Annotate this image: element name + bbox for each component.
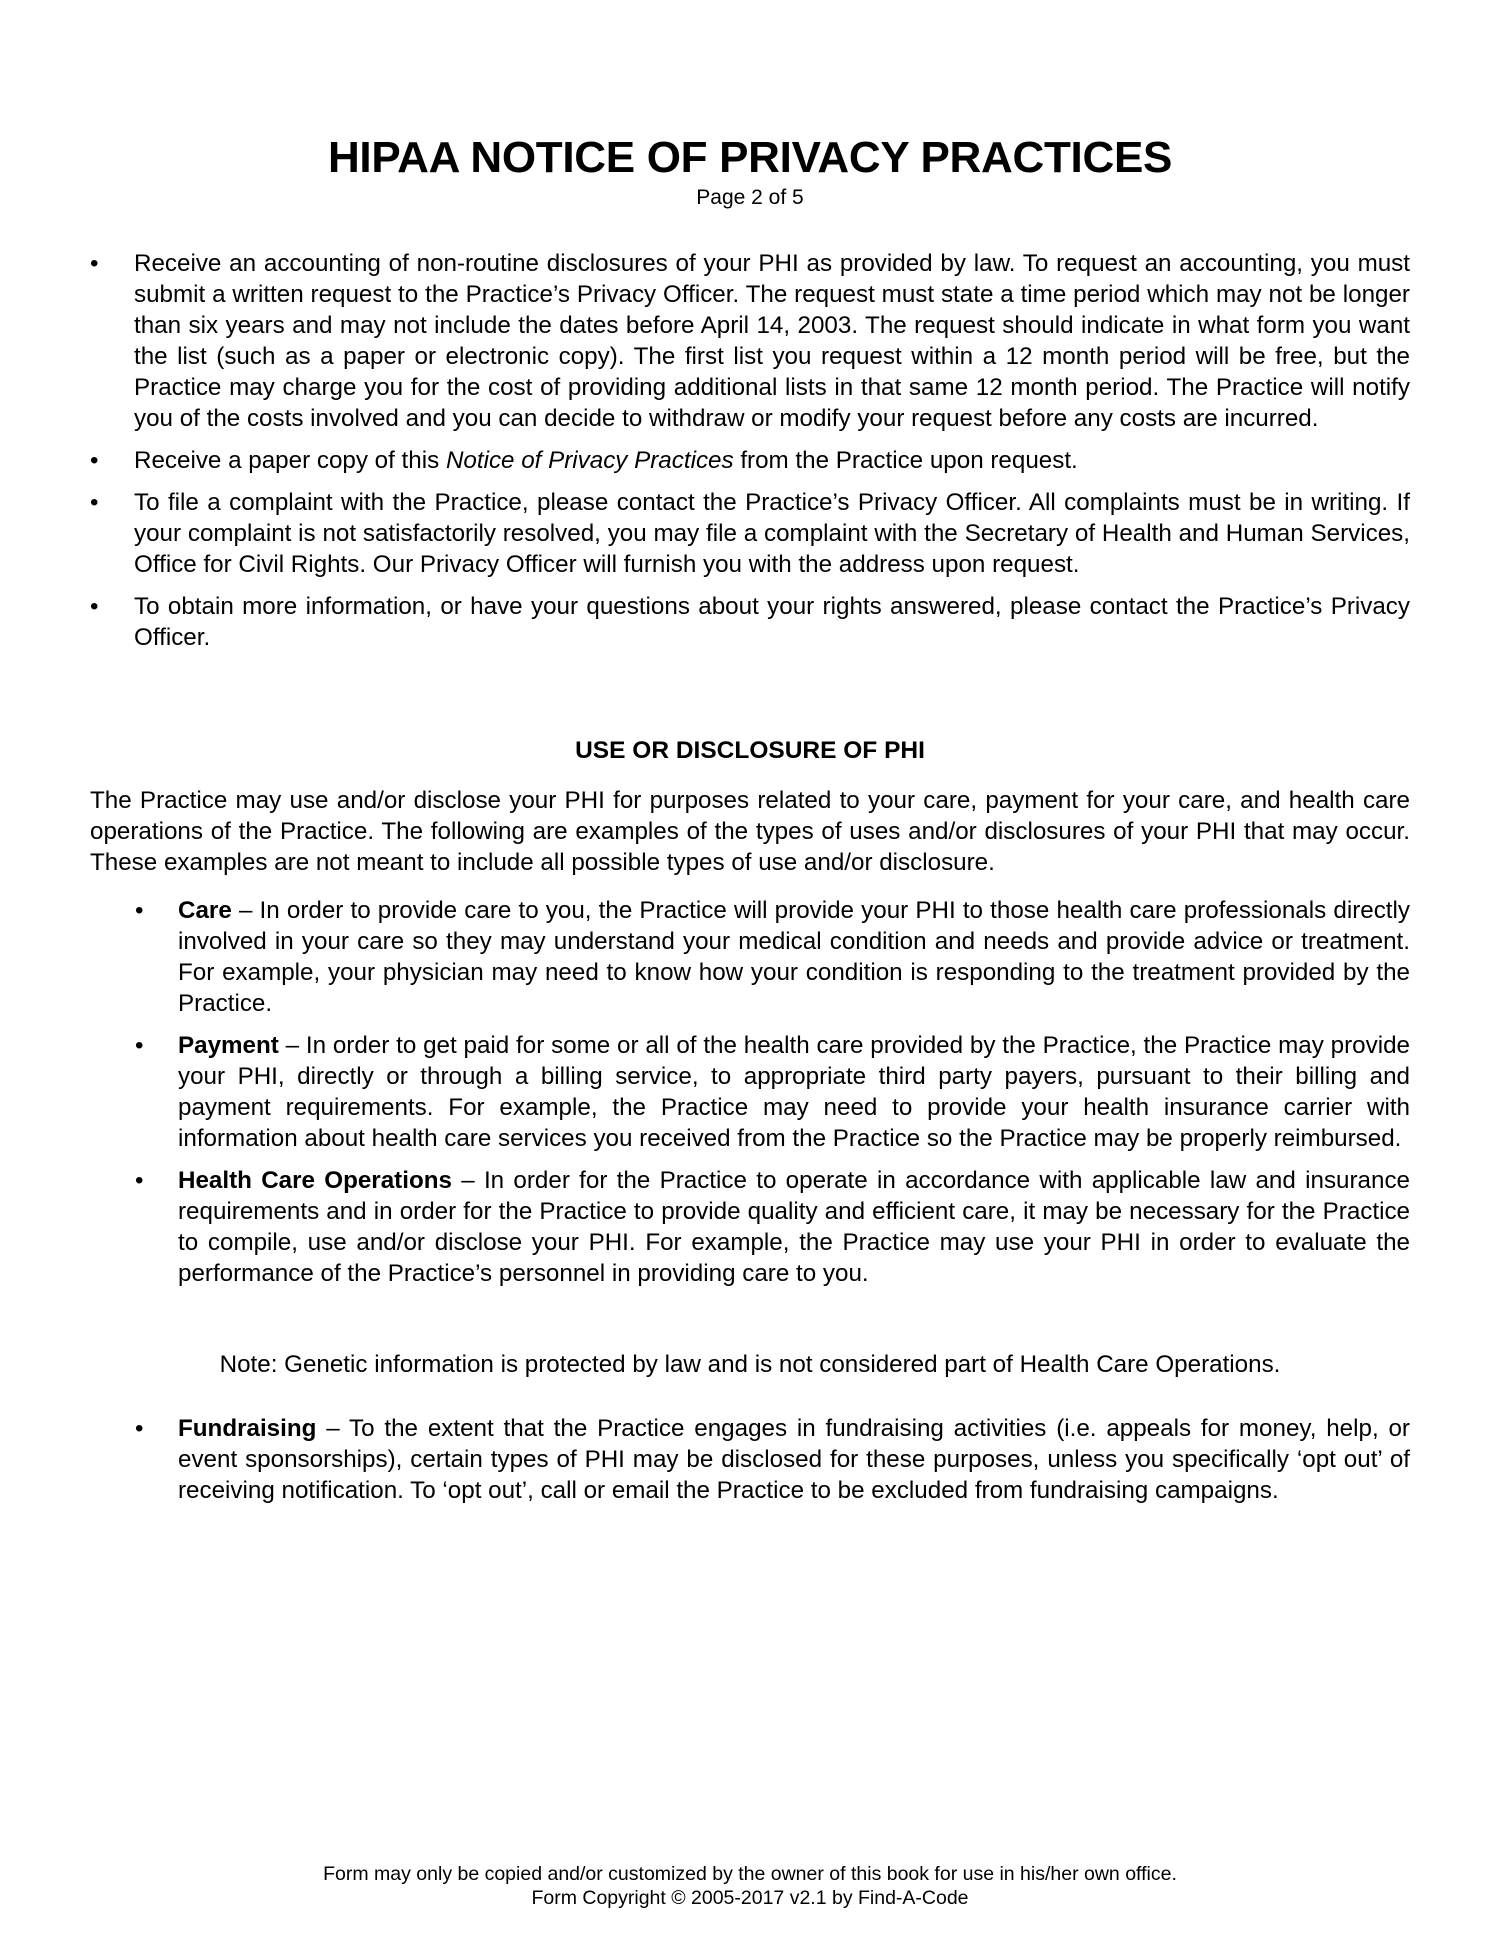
bullet-icon: • bbox=[135, 1167, 144, 1194]
care-term: Care bbox=[178, 897, 232, 924]
bullet-icon: • bbox=[135, 897, 144, 924]
page-number: Page 2 of 5 bbox=[696, 186, 804, 209]
fundraising-list bbox=[135, 1413, 1410, 1506]
complaint-text: To file a complaint with the Practice, please contact the Practice’s Privacy Officer. All complaints must be in writing. If your complaint is not satisfactorily resolved, you may file a complaint with the Secretary of Health and Human Services, Office for Civil Rights. Our Privacy Officer will furnish you with the address upon request. bbox=[134, 489, 1410, 578]
footer-usage-line: Form may only be copied and/or customized by the owner of this book for use in his/her own office. bbox=[323, 1863, 1177, 1885]
notice-title-italic: Notice of Privacy Practices bbox=[445, 447, 734, 474]
payment-text: – In order to get paid for some or all of the health care provided by the Practice, the Practice may provide your PHI, directly or through a billing service, to appropriate third party payers, pursuant to their billing and payment requirements. For example, the Practice may need to provide your health insurance carrier with information about health care services you received from the Practice so the Practice may be properly reimbursed. bbox=[178, 1032, 1410, 1152]
list-item bbox=[90, 248, 1410, 434]
more-info-text: To obtain more information, or have your questions about your rights answered, please contact the Practice’s Privacy Officer. bbox=[134, 593, 1410, 651]
use-disclosure-list bbox=[135, 895, 1410, 1300]
operations-term: Health Care Operations bbox=[178, 1167, 452, 1194]
list-item bbox=[135, 1165, 1410, 1289]
list-item bbox=[135, 895, 1410, 1019]
list-item bbox=[90, 487, 1410, 580]
page-footer bbox=[0, 1862, 1500, 1910]
list-item bbox=[90, 445, 1410, 476]
list-item bbox=[90, 591, 1410, 653]
section-heading: USE OR DISCLOSURE OF PHI bbox=[575, 737, 925, 764]
list-item bbox=[135, 1030, 1410, 1154]
care-text: – In order to provide care to you, the Practice will provide your PHI to those health care professionals directly involved in your care so they may understand your medical condition and needs and provide advice or treatment. For example, your physician may need to know how your condition is responding to the treatment provided by the Practice. bbox=[178, 897, 1410, 1017]
bullet-icon: • bbox=[90, 250, 99, 277]
bullet-icon: • bbox=[135, 1415, 144, 1442]
paper-copy-text-before: Receive a paper copy of this bbox=[134, 447, 446, 474]
rights-list bbox=[90, 248, 1410, 664]
list-item bbox=[135, 1413, 1410, 1506]
operations-text: – In order for the Practice to operate in accordance with applicable law and insurance requirements and in order for the Practice to provide quality and efficient care, it may be necessary for the Practice to compile, use and/or disclose your PHI. For example, the Practice may use your PHI in order to evaluate the performance of the Practice’s personnel in providing care to you. bbox=[178, 1167, 1410, 1287]
bullet-icon: • bbox=[90, 489, 99, 516]
footer-copyright-line: Form Copyright © 2005-2017 v2.1 by Find-A-Code bbox=[531, 1887, 969, 1909]
fundraising-term: Fundraising bbox=[178, 1415, 317, 1442]
bullet-icon: • bbox=[135, 1032, 144, 1059]
fundraising-text: – To the extent that the Practice engages in fundraising activities (i.e. appeals for money, help, or event sponsorships), certain types of PHI may be disclosed for these purposes, unless you specifically ‘opt out’ of receiving notification. To ‘opt out’, call or email the Practice to be excluded from fundraising campaigns. bbox=[178, 1415, 1410, 1504]
bullet-icon: • bbox=[90, 593, 99, 620]
accounting-text: Receive an accounting of non-routine disclosures of your PHI as provided by law. To request an accounting, you must submit a written request to the Practice’s Privacy Officer. The request must state a time period which may not be longer than six years and may not include the dates before April 14, 2003. The request should indicate in what form you want the list (such as a paper or electronic copy). The first list you request within a 12 month period will be free, but the Practice may charge you for the cost of providing additional lists in that same 12 month period. The Practice will notify you of the costs involved and you can decide to withdraw or modify your request before any costs are incurred. bbox=[134, 250, 1410, 432]
genetic-info-note: Note: Genetic information is protected by law and is not considered part of Health Care Operations. bbox=[219, 1351, 1281, 1378]
paper-copy-text-after: from the Practice upon request. bbox=[733, 447, 1078, 474]
payment-term: Payment bbox=[178, 1032, 279, 1059]
section-intro: The Practice may use and/or disclose your PHI for purposes related to your care, payment for your care, and health care operations of the Practice. The following are examples of the types of uses and/or disclosures of your PHI that may occur. These examples are not meant to include all possible types of use and/or disclosure. bbox=[90, 787, 1410, 876]
bullet-icon: • bbox=[90, 447, 99, 474]
document-title: HIPAA NOTICE OF PRIVACY PRACTICES bbox=[327, 133, 1173, 182]
